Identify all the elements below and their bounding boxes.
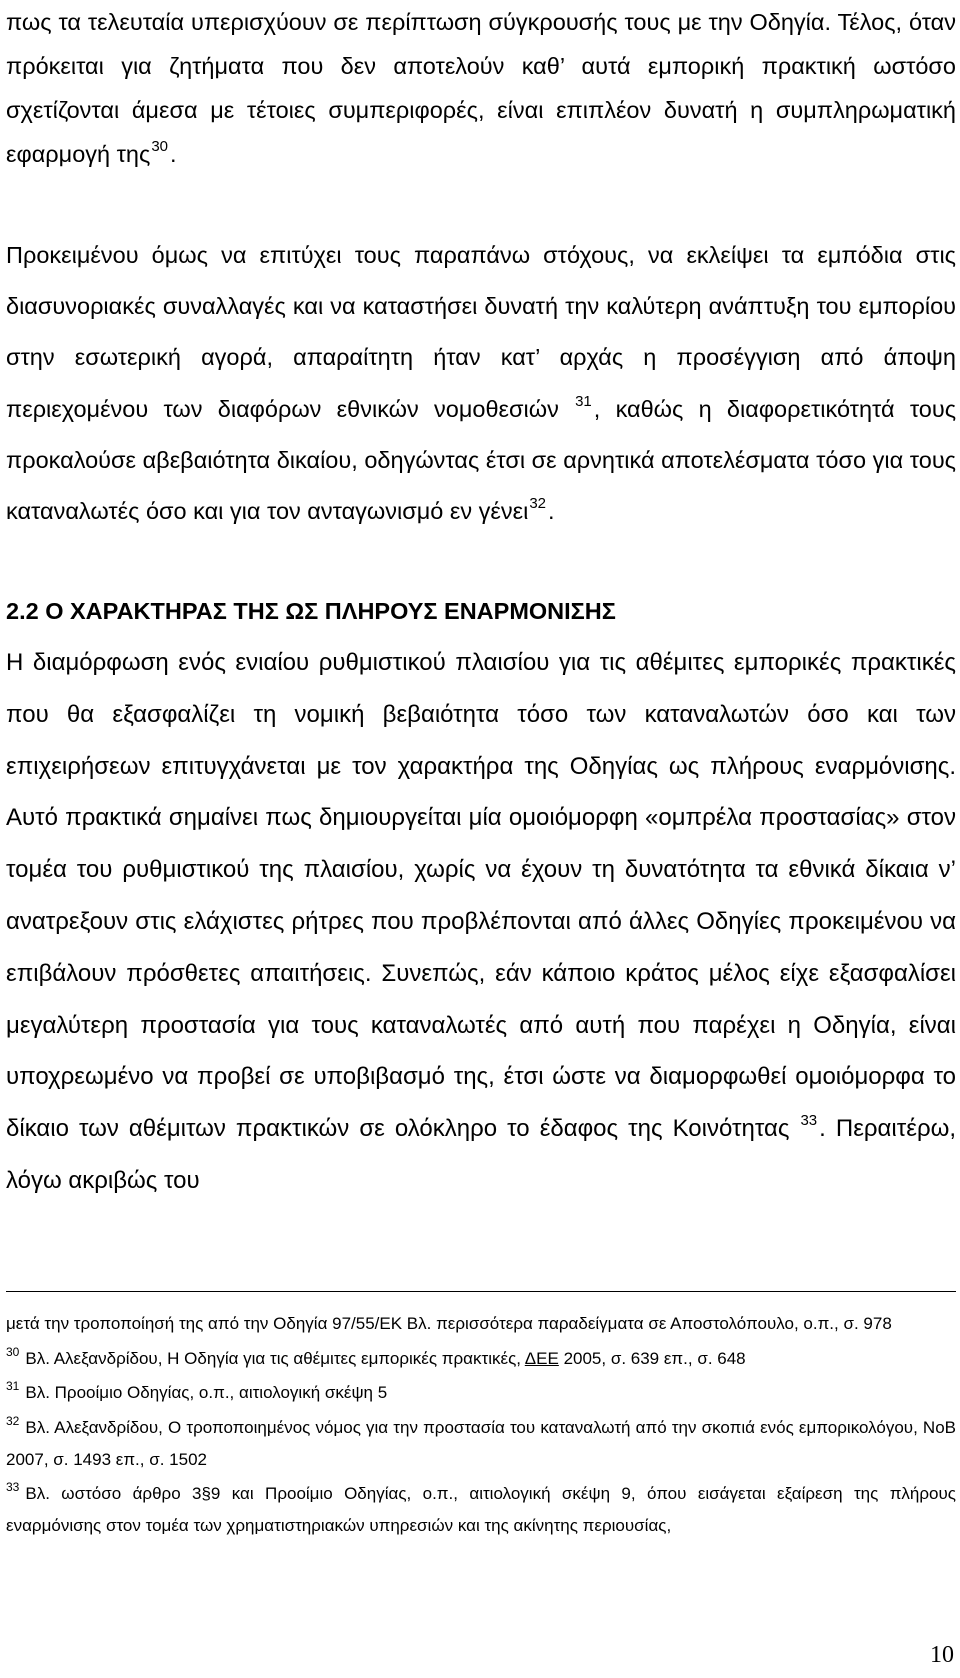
journal-abbreviation: ΔΕΕ xyxy=(524,1348,559,1368)
footnote-30 xyxy=(6,1343,956,1375)
paragraph-text: . xyxy=(170,141,177,167)
body-paragraph-continuation xyxy=(6,0,956,176)
section-heading: 2.2 Ο ΧΑΡΑΚΤΗΡΑΣ ΤΗΣ ΩΣ ΠΛΗΡΟΥΣ ΕΝΑΡΜΟΝΙΣΗΣ xyxy=(6,598,616,624)
footnote-number: 31 xyxy=(6,1379,20,1393)
paragraph-text: . xyxy=(548,498,555,525)
footnote-text: Βλ. Αλεξανδρίδου, Ο τροποποιημένος νόμος για την προστασία του καταναλωτή από την σκοπιά ενός εμπορικολόγου, ΝοΒ 2007, σ. 1493 επ., σ. 1502 xyxy=(6,1417,956,1469)
paragraph-text: . Περαιτέρω, λόγω ακριβώς του xyxy=(6,1115,957,1194)
paragraph-text: πως τα τελευταία υπερισχύουν σε περίπτωση σύγκρουσής τους με την Οδηγία. Τέλος, όταν πρόκειται για ζητήματα που δεν αποτελούν καθ’ αυτά εμπορική πρακτική ωστόσο σχετίζονται άμεσα με τέτοιες συμπεριφορές, είναι επιπλέον δυνατή η συμπληρωματική εφαρμογή της xyxy=(6,9,956,167)
footnote-ref-32[interactable]: 32 xyxy=(529,495,547,513)
body-paragraph-objectives xyxy=(6,230,956,537)
footnote-text: Βλ. Προοίμιο Οδηγίας, ο.π., αιτιολογική σκέψη 5 xyxy=(25,1383,388,1402)
footnote-number: 30 xyxy=(6,1344,20,1359)
footnote-ref-31[interactable]: 31 xyxy=(575,392,592,410)
paragraph-text: Προκειμένου όμως να επιτύχει τους παραπάνω στόχους, να εκλείψει τα εμπόδια στις διασυνοριακές συναλλαγές και να καταστήσει δυνατή την καλύτερη ανάπτυξη του εμπορίου στην εσωτερική αγορά, απαραίτητη ήταν κατ’ αρχάς η προσέγγιση από άποψη περιεχομένου των διαφόρων εθνικών νομοθεσιών xyxy=(6,242,956,422)
page-number: 10 xyxy=(930,1642,954,1668)
footnote-ref-30[interactable]: 30 xyxy=(151,138,168,155)
footnote-ref-33[interactable]: 33 xyxy=(800,1112,818,1130)
footnote-continuation: μετά την τροποποίησή της από την Οδηγία 97/55/ΕΚ Βλ. περισσότερα παραδείγματα σε Αποστολόπουλο, ο.π., σ. 978 xyxy=(6,1314,892,1333)
footnote-text: 2005, σ. 639 επ., σ. 648 xyxy=(558,1348,746,1368)
footnote-32 xyxy=(6,1412,956,1476)
paragraph-text: Η διαμόρφωση ενός ενιαίου ρυθμιστικού πλαισίου για τις αθέμιτες εμπορικές πρακτικές που θα εξασφαλίζει τη νομική βεβαιότητα τόσο των καταναλωτών όσο και των επιχειρήσεων επιτυγχάνεται με τον χαρακτήρα της Οδηγίας ως πλήρους εναρμόνισης. Αυτό πρακτικά σημαίνει πως δημιουργείται μία ομοιόμορφη «ομπρέλα προστασίας» στον τομέα του ρυθμιστικού της πλαισίου, χωρίς να έχουν τη δυνατότητα τα εθνικά δίκαια ν’ ανατρεξουν στις ελάχιστες ρήτρες που προβλέπονται από άλλες Οδηγίες προκειμένου να επιβάλουν πρόσθετες απαιτήσεις. Συνεπώς, εάν κάποιο κράτος μέλος είχε εξασφαλίσει μεγαλύτερη προστασία για τους καταναλωτές από αυτή που παρέχει η Οδηγία, είναι υποχρεωμένο να προβεί σε υποβιβασμό της, έτσι ώστε να διαμορφωθεί ομοιόμορφα το δίκαιο των αθέμιτων πρακτικών σε ολόκληρο το έδαφος της Κοινότητας xyxy=(6,649,956,1143)
footnote-number: 32 xyxy=(6,1413,20,1428)
footnote-31 xyxy=(6,1377,956,1409)
footnotes-section xyxy=(6,1308,956,1545)
body-paragraph-harmonisation xyxy=(6,637,956,1207)
paragraph-text: , καθώς η διαφορετικότητά τους προκαλούσε αβεβαιότητα δικαίου, οδηγώντας έτσι σε αρνητικά αποτελέσματα τόσο για τους καταναλωτές όσο και για τον ανταγωνισμό εν γένει xyxy=(6,395,957,525)
footnote-divider xyxy=(6,1291,956,1292)
footnote-33 xyxy=(6,1478,956,1542)
footnote-text: Βλ. Αλεξανδρίδου, Η Οδηγία για τις αθέμιτες εμπορικές πρακτικές, xyxy=(25,1348,525,1368)
footnote-number: 33 xyxy=(6,1480,20,1494)
footnote-text: Βλ. ωστόσο άρθρο 3§9 και Προοίμιο Οδηγίας, ο.π., αιτιολογική σκέψη 9, όπου εισάγεται εξαίρεση της πλήρους εναρμόνισης στον τομέα των χρηματιστηριακών υπηρεσιών και της ακίνητης περιουσίας, xyxy=(6,1484,956,1535)
